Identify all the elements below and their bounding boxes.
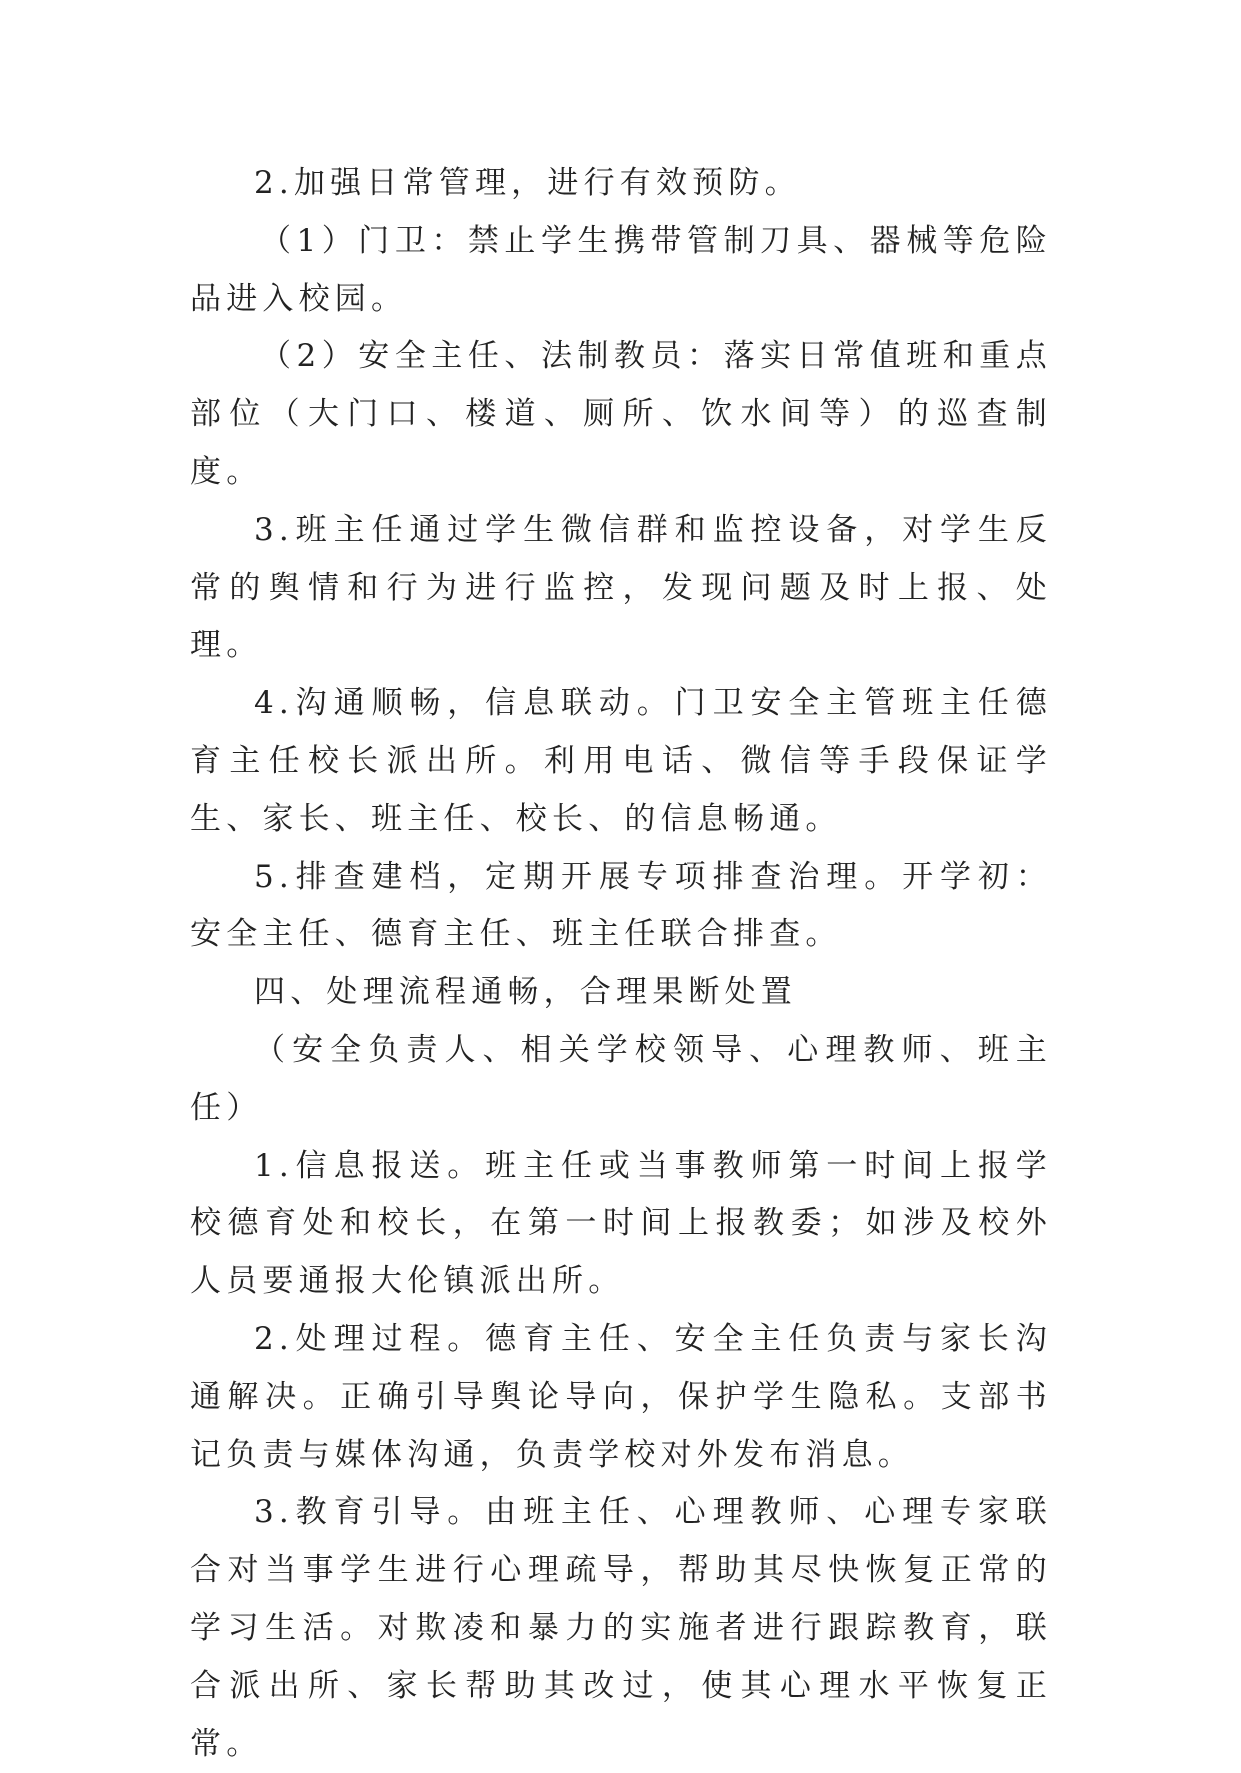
paragraph-inspection-records: 5.排查建档，定期开展专项排查治理。开学初：安全主任、德育主任、班主任联合排查。 (190, 858, 1052, 953)
section-heading-handling-process: 四、处理流程通畅，合理果断处置 (254, 974, 797, 1011)
paragraph-education-guidance: 3.教育引导。由班主任、心理教师、心理专家联合对当事学生进行心理疏导，帮助其尽快恢复正常的学习生活。对欺凌和暴力的实施者进行跟踪教育，联合派出所、家长帮助其改过，使其心理水平恢复正常。 (190, 1494, 1052, 1762)
paragraph-communication: 4.沟通顺畅，信息联动。门卫安全主管班主任德育主任校长派出所。利用电话、微信等手段保证学生、家长、班主任、校长、的信息畅通。 (190, 685, 1052, 837)
paragraph-responsible-parties: （安全负责人、相关学校领导、心理教师、班主任） (190, 1031, 1052, 1126)
paragraph-gatekeeper: （1）门卫：禁止学生携带管制刀具、器械等危险品进入校园。 (190, 222, 1052, 317)
paragraph-class-teacher-monitoring: 3.班主任通过学生微信群和监控设备，对学生反常的舆情和行为进行监控，发现问题及时上报、处理。 (190, 511, 1052, 664)
paragraph-handling-process: 2.处理过程。德育主任、安全主任负责与家长沟通解决。正确引导舆论导向，保护学生隐私。支部书记负责与媒体沟通，负责学校对外发布消息。 (190, 1320, 1052, 1473)
paragraph-daily-management: 2.加强日常管理，进行有效预防。 (254, 165, 801, 201)
document-body (190, 155, 1052, 1773)
paragraph-safety-director: （2）安全主任、法制教员：落实日常值班和重点部位（大门口、楼道、厕所、饮水间等）的巡查制度。 (190, 338, 1052, 490)
paragraph-information-reporting: 1.信息报送。班主任或当事教师第一时间上报学校德育处和校长，在第一时间上报教委；如涉及校外人员要通报大伦镇派出所。 (190, 1147, 1052, 1300)
